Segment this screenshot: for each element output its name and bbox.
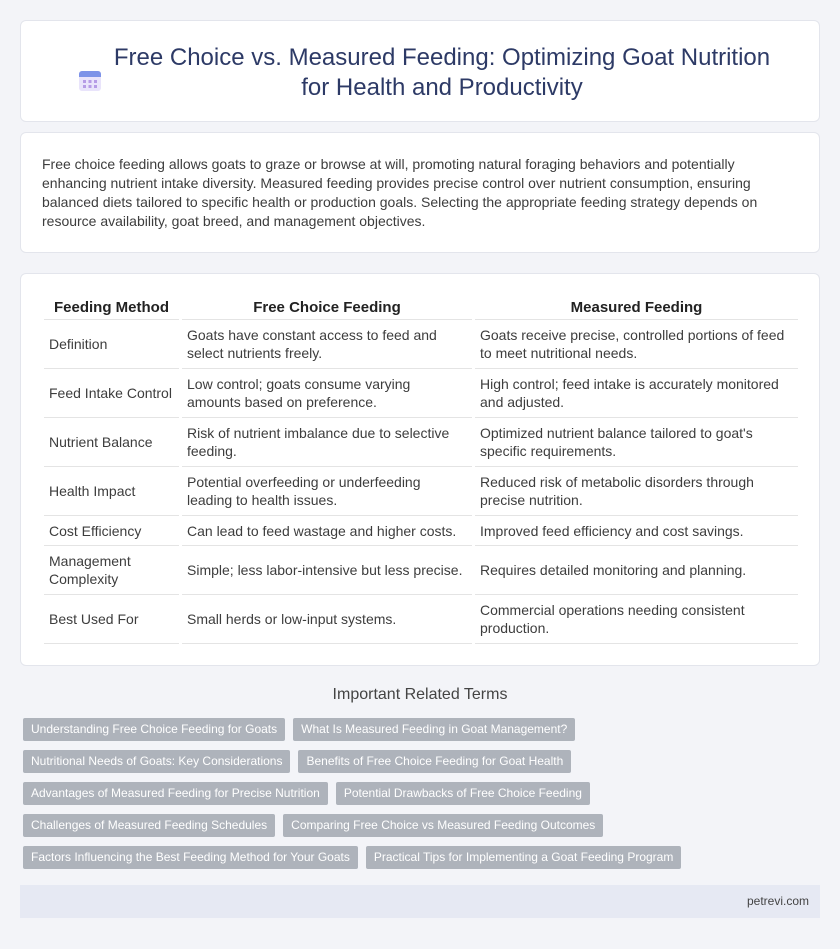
table-cell: Optimized nutrient balance tailored to goat's specific requirements. [475, 418, 798, 467]
column-header: Free Choice Feeding [182, 294, 472, 320]
related-term-tag[interactable]: Practical Tips for Implementing a Goat Feeding Program [366, 846, 681, 869]
related-terms-list [23, 718, 783, 878]
footer-site-link[interactable]: petrevi.com [746, 894, 809, 908]
table-cell: Requires detailed monitoring and planning. [475, 546, 798, 595]
table-cell: Cost Efficiency [44, 516, 179, 546]
table-cell: Commercial operations needing consistent production. [475, 595, 798, 644]
table-row [44, 516, 798, 546]
table-cell: Feed Intake Control [44, 369, 179, 418]
footer [20, 885, 820, 918]
related-term-tag[interactable]: Advantages of Measured Feeding for Precise Nutrition [23, 782, 328, 805]
table-cell: Best Used For [44, 595, 179, 644]
table-cell: Improved feed efficiency and cost savings. [475, 516, 798, 546]
table-row [44, 369, 798, 418]
table-cell: Management Complexity [44, 546, 179, 595]
table-cell: Risk of nutrient imbalance due to selective feeding. [182, 418, 472, 467]
table-header-row [44, 294, 798, 320]
related-term-tag[interactable]: Challenges of Measured Feeding Schedules [23, 814, 275, 837]
table-cell: Low control; goats consume varying amounts based on preference. [182, 369, 472, 418]
related-term-tag[interactable]: Potential Drawbacks of Free Choice Feeding [336, 782, 590, 805]
table-cell: Definition [44, 320, 179, 369]
table-cell: Small herds or low-input systems. [182, 595, 472, 644]
table-cell: Health Impact [44, 467, 179, 516]
intro-card [20, 132, 820, 253]
comparison-card [20, 273, 820, 666]
table-cell: High control; feed intake is accurately monitored and adjusted. [475, 369, 798, 418]
table-row [44, 595, 798, 644]
column-header: Measured Feeding [475, 294, 798, 320]
related-term-tag[interactable]: Comparing Free Choice vs Measured Feeding Outcomes [283, 814, 603, 837]
table-cell: Can lead to feed wastage and higher costs. [182, 516, 472, 546]
related-term-tag[interactable]: Understanding Free Choice Feeding for Goats [23, 718, 285, 741]
table-row [44, 467, 798, 516]
page-title: Free Choice vs. Measured Feeding: Optimizing Goat Nutrition for Health and Productivity [113, 44, 771, 101]
table-row [44, 546, 798, 595]
table-row [44, 418, 798, 467]
table-cell: Potential overfeeding or underfeeding leading to health issues. [182, 467, 472, 516]
table-cell: Nutrient Balance [44, 418, 179, 467]
related-term-tag[interactable]: Benefits of Free Choice Feeding for Goat Health [298, 750, 571, 773]
table-row [44, 320, 798, 369]
comparison-table [41, 294, 801, 644]
related-terms-heading: Important Related Terms [332, 686, 508, 703]
title-card [20, 20, 820, 122]
table-cell: Reduced risk of metabolic disorders through precise nutrition. [475, 467, 798, 516]
column-header: Feeding Method [44, 294, 179, 320]
related-term-tag[interactable]: Nutritional Needs of Goats: Key Considerations [23, 750, 290, 773]
related-term-tag[interactable]: Factors Influencing the Best Feeding Method for Your Goats [23, 846, 358, 869]
table-cell: Goats receive precise, controlled portions of feed to meet nutritional needs. [475, 320, 798, 369]
related-term-tag[interactable]: What Is Measured Feeding in Goat Management? [293, 718, 575, 741]
table-cell: Goats have constant access to feed and select nutrients freely. [182, 320, 472, 369]
table-cell: Simple; less labor-intensive but less precise. [182, 546, 472, 595]
intro-paragraph: Free choice feeding allows goats to graze or browse at will, promoting natural foraging behaviors and potentially enhancing nutrient intake diversity. Measured feeding provides precise control over nutrient consumption, ensuring balanced diets tailored to specific health or production goals. Selecting the appropriate feeding strategy depends on resource availability, goat breed, and management objectives. [42, 156, 758, 229]
